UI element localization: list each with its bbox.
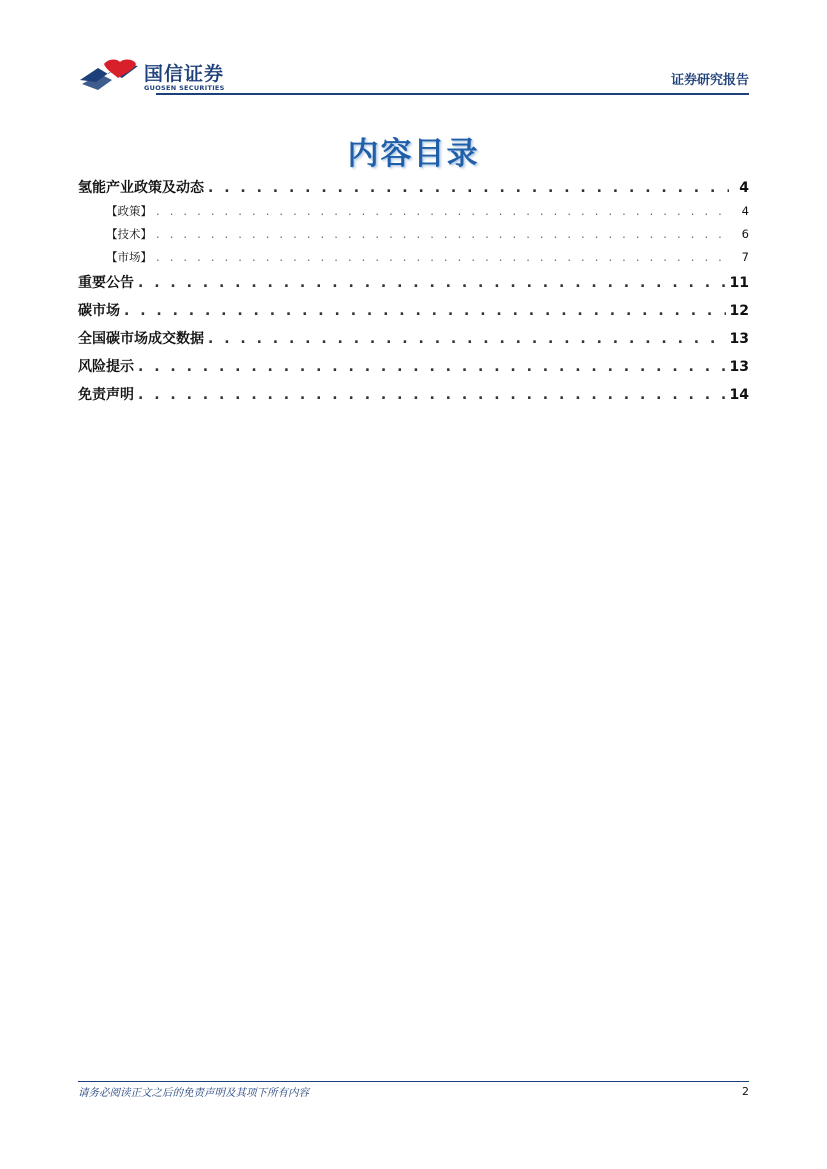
toc-leader-dots <box>138 275 726 291</box>
header-divider <box>156 93 749 95</box>
toc-entry-risk-warning[interactable] <box>78 356 749 384</box>
toc-entry-page: 14 <box>729 387 749 403</box>
toc-entry-label: 风险提示 <box>78 359 134 375</box>
page-header <box>78 54 749 96</box>
toc-entry-page: 11 <box>729 275 749 291</box>
toc-leader-dots <box>138 359 726 375</box>
toc-entry-policy[interactable] <box>78 203 749 226</box>
toc-entry-page: 13 <box>729 359 749 375</box>
toc-leader-dots <box>124 303 726 319</box>
toc-entry-market[interactable] <box>78 249 749 272</box>
report-type-label: 证券研究报告 <box>670 73 749 88</box>
page-number: 2 <box>742 1085 749 1098</box>
toc-entry-label: 全国碳市场成交数据 <box>78 331 204 347</box>
guosen-logo <box>78 54 278 96</box>
toc-entry-page: 13 <box>729 331 749 347</box>
toc-entry-page: 4 <box>741 204 749 218</box>
toc-entry-carbon-market[interactable] <box>78 300 749 328</box>
toc-entry-label: 碳市场 <box>78 303 120 319</box>
toc-entry-disclaimer[interactable] <box>78 384 749 412</box>
toc-entry-announcements[interactable] <box>78 272 749 300</box>
toc-leader-dots <box>208 331 726 347</box>
toc-entry-hydrogen-policy[interactable] <box>78 177 749 199</box>
toc-entry-label: 【政策】 <box>106 204 152 218</box>
guosen-logo-mark-icon <box>78 58 142 92</box>
toc-leader-dots <box>138 387 726 403</box>
toc-entry-label: 免责声明 <box>78 387 134 403</box>
toc-leader-dots <box>156 250 729 264</box>
table-of-contents <box>78 177 749 412</box>
toc-leader-dots <box>156 204 729 218</box>
toc-entry-label: 重要公告 <box>78 275 134 291</box>
toc-title: 内容目录 <box>347 136 480 172</box>
toc-entry-label: 【市场】 <box>106 250 152 264</box>
logo-english-name: GUOSEN SECURITIES <box>144 84 225 92</box>
logo-chinese-name: 国信证券 <box>144 63 225 85</box>
toc-entry-page: 6 <box>741 227 749 241</box>
toc-entry-label: 【技术】 <box>106 227 152 241</box>
toc-entry-page: 4 <box>739 180 749 196</box>
toc-leader-dots <box>208 180 729 196</box>
footer-divider <box>78 1081 749 1082</box>
toc-entry-technology[interactable] <box>78 226 749 249</box>
toc-entry-label: 氢能产业政策及动态 <box>78 180 204 196</box>
toc-leader-dots <box>156 227 729 241</box>
toc-entry-page: 7 <box>741 250 749 264</box>
toc-entry-national-carbon-data[interactable] <box>78 328 749 356</box>
toc-entry-page: 12 <box>729 303 749 319</box>
footer-disclaimer-note: 请务必阅读正文之后的免责声明及其项下所有内容 <box>78 1087 309 1099</box>
